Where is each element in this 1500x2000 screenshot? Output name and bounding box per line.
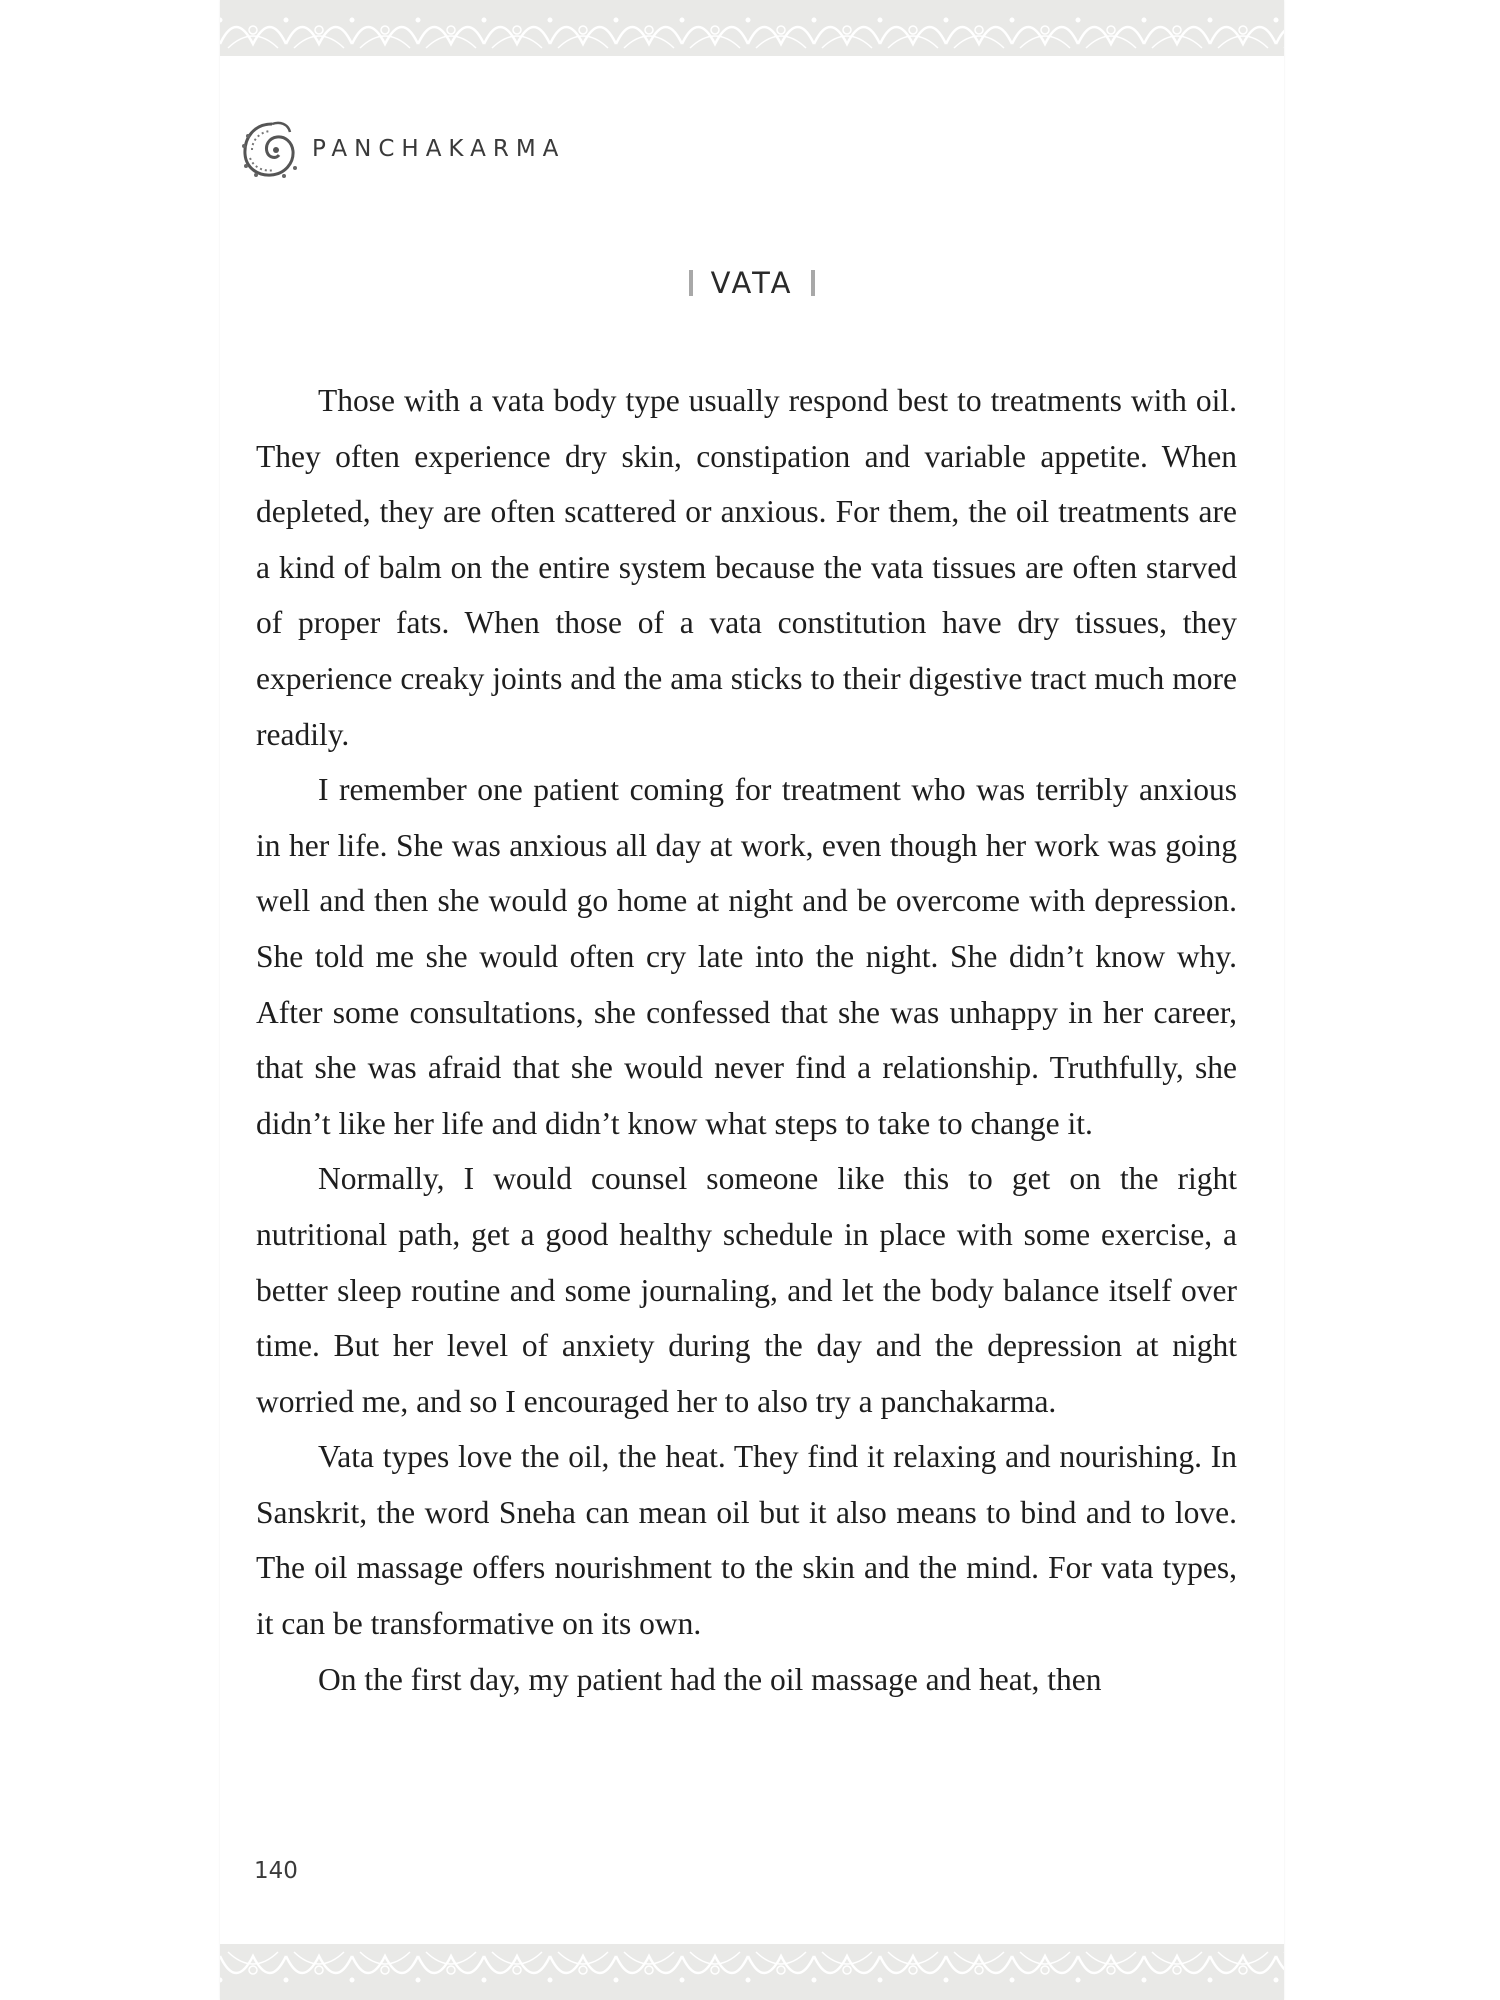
paragraph: I remember one patient coming for treatment who was terribly anxious in her life. She was anxious all day at work, even though her work was going well and then she would go home at night and be overcome with depression. She told me she would often cry late into the night. She didn’t know why. After some consultations, she confessed that she was unhappy in her career, that she was afraid that she would never find a relationship. Truthfully, she didn’t like her life and didn’t know what steps to take to change it. xyxy=(256,772,1237,1141)
heading-right-bar xyxy=(811,270,815,296)
paragraph: Normally, I would counsel someone like this to get on the right nutritional path, get a good healthy schedule in place with some exercise, a better sleep routine and some journaling, and let the body balance itself over time. But her level of anxiety during the day and the depression at night worried me, and so I encouraged her to also try a panchakarma. xyxy=(256,1161,1237,1419)
page-number: 140 xyxy=(254,1858,298,1884)
lace-pattern xyxy=(220,1944,1284,2000)
paragraph: Those with a vata body type usually respond best to treatments with oil. They often experience dry skin, constipation and variable appetite. When depleted, they are often scattered or anxious. For them, the oil treatments are a kind of balm on the entire system because the vata tissues are often starved of proper fats. When those of a vata constitution have dry tissues, they experience creaky joints and the ama sticks to their digestive tract much more readily. xyxy=(256,383,1237,752)
paragraph: Vata types love the oil, the heat. They find it relaxing and nourishing. In Sanskrit, the word Sneha can mean oil but it also means to bind and to love. The oil massage offers nourishment to the skin and the mind. For vata types, it can be transformative on its own. xyxy=(256,1439,1237,1642)
bottom-decorative-border xyxy=(220,1944,1284,2000)
top-decorative-border xyxy=(220,0,1284,56)
running-head-title: PANCHAKARMA xyxy=(312,136,566,162)
body-text xyxy=(256,373,1237,1707)
heading-left-bar xyxy=(689,270,693,296)
paisley-icon xyxy=(240,118,300,180)
book-page xyxy=(220,0,1284,2000)
paragraph: On the first day, my patient had the oil massage and heat, then xyxy=(318,1661,1102,1697)
section-heading xyxy=(220,266,1284,300)
running-head xyxy=(240,118,565,180)
lace-pattern xyxy=(220,0,1284,56)
section-heading-text: VATA xyxy=(710,266,794,300)
